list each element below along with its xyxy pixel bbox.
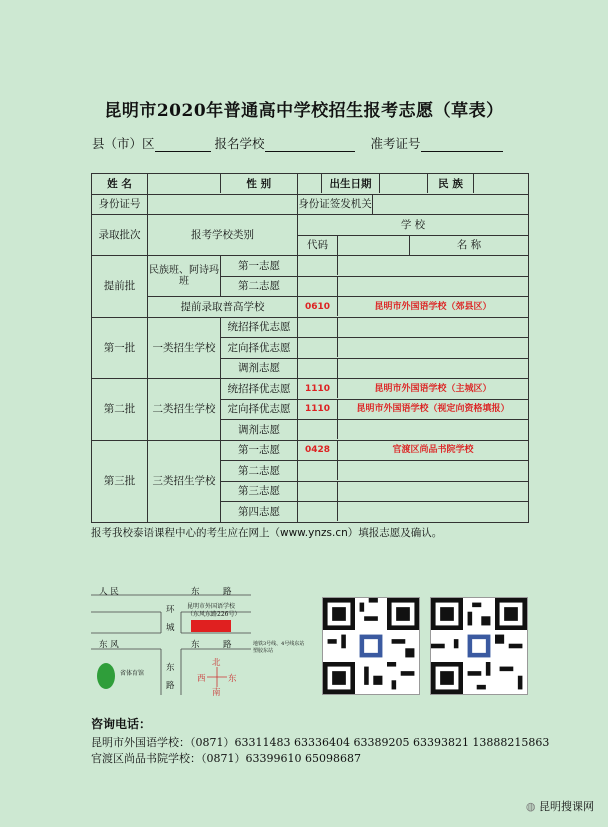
map-label-cheng: 城 xyxy=(166,623,175,633)
batch-header: 录取批次 xyxy=(92,215,148,256)
second-r2-school: 昆明市外国语学校（视定向资格填报） xyxy=(356,404,510,415)
stadium-marker xyxy=(97,663,115,689)
early-choice2-label: 第二志愿 xyxy=(221,276,298,297)
early-choice1-code[interactable] xyxy=(298,256,338,275)
ethnic-label: 民 族 xyxy=(428,174,474,193)
second-r1-code: 1110 xyxy=(298,379,338,398)
name-field[interactable] xyxy=(148,174,221,193)
qr-pattern-left xyxy=(323,598,419,694)
second-r1-school: 昆明市外国语学校（主城区） xyxy=(374,383,492,394)
gender-field[interactable] xyxy=(298,174,322,193)
first-r3-label: 调剂志愿 xyxy=(221,358,298,379)
school-label: 报名学校 xyxy=(214,136,265,151)
map-label-lu-left: 路 xyxy=(166,681,175,691)
ethnic-field[interactable] xyxy=(474,174,528,193)
third-r4-code[interactable] xyxy=(298,502,338,521)
map-label-lu-top: 路 xyxy=(223,587,232,597)
compass-north: 北 xyxy=(212,658,221,668)
map-transit-line2: 塑胶东站 xyxy=(253,648,274,654)
early-general-school: 昆明市外国语学校（郊县区） xyxy=(374,301,492,312)
second-batch-label: 第二批 xyxy=(92,379,148,441)
qr-code-right[interactable] xyxy=(430,597,528,695)
first-r3-code[interactable] xyxy=(298,359,338,378)
third-r1-school: 官渡区尚品书院学校 xyxy=(392,445,474,456)
second-r2-code: 1110 xyxy=(298,400,338,419)
watermark-text: 昆明搜课网 xyxy=(539,800,594,813)
third-r4-school[interactable] xyxy=(338,502,528,521)
second-group-label: 二类招生学校 xyxy=(148,379,221,441)
map-label-renmin: 人 民 xyxy=(99,587,119,597)
third-batch-label: 第三批 xyxy=(92,440,148,522)
school-field[interactable] xyxy=(265,139,355,152)
map-label-dongfeng: 东 风 xyxy=(99,640,119,650)
early-general-code: 0610 xyxy=(298,297,338,316)
third-r1-code: 0428 xyxy=(298,441,338,460)
online-note: 报考我校泰语课程中心的考生应在网上（www.ynzs.cn）填报志愿及确认。 xyxy=(91,527,443,539)
third-r2-label: 第二志愿 xyxy=(221,461,298,482)
first-r3-school[interactable] xyxy=(338,359,528,378)
third-r3-code[interactable] xyxy=(298,482,338,501)
qr-pattern-right xyxy=(431,598,527,694)
school-marker xyxy=(191,620,231,632)
map-school-name: 昆明市外国语学校 xyxy=(187,603,236,610)
contact-line-1: 昆明市外国语学校：（0871）63311483 63336404 63389205 63393821 13888215863 xyxy=(91,736,550,749)
category-header: 报考学校类别 xyxy=(148,215,298,256)
first-batch-label: 第一批 xyxy=(92,317,148,379)
early-choice1-school[interactable] xyxy=(338,256,528,275)
early-choice2-code[interactable] xyxy=(298,277,338,296)
third-r1-label: 第一志愿 xyxy=(221,440,298,461)
birth-field[interactable] xyxy=(380,174,428,193)
exam-no-label: 准考证号 xyxy=(370,136,421,151)
first-r1-label: 统招择优志愿 xyxy=(221,317,298,338)
school-name-header: 名 称 xyxy=(410,235,529,256)
second-r1-label: 统招择优志愿 xyxy=(221,379,298,400)
exam-no-field[interactable] xyxy=(421,139,503,152)
early-general-label: 提前录取普高学校 xyxy=(148,297,298,318)
map-label-lu-mid: 路 xyxy=(223,640,232,650)
map-label-dong-left: 东 xyxy=(166,663,175,673)
code-header: 代码 xyxy=(298,236,338,255)
second-r3-code[interactable] xyxy=(298,420,338,439)
third-r2-school[interactable] xyxy=(338,461,528,480)
map-label-stadium: 省体育馆 xyxy=(120,670,145,677)
first-r2-school[interactable] xyxy=(338,338,528,357)
second-r3-label: 调剂志愿 xyxy=(221,420,298,441)
first-r2-code[interactable] xyxy=(298,338,338,357)
first-r1-school[interactable] xyxy=(338,318,528,337)
application-form-table xyxy=(91,173,529,523)
first-r1-code[interactable] xyxy=(298,318,338,337)
third-r2-code[interactable] xyxy=(298,461,338,480)
map-label-huan: 环 xyxy=(166,605,175,615)
id-label: 身份证号 xyxy=(92,194,148,215)
qr-code-left[interactable] xyxy=(322,597,420,695)
gender-label: 性 别 xyxy=(246,177,272,190)
first-r2-label: 定向择优志愿 xyxy=(221,338,298,359)
second-r3-school[interactable] xyxy=(338,420,528,439)
third-r3-label: 第三志愿 xyxy=(221,481,298,502)
wechat-icon: ◍ xyxy=(525,800,536,813)
id-issuer-field[interactable] xyxy=(373,194,529,215)
third-group-label: 三类招生学校 xyxy=(148,440,221,522)
early-group-label: 民族班、阿诗玛班 xyxy=(148,256,221,297)
compass-east: 东 xyxy=(228,674,237,684)
id-field[interactable] xyxy=(148,195,298,214)
school-header: 学 校 xyxy=(298,215,529,236)
map-label-dong-mid: 东 xyxy=(191,640,200,650)
compass-south: 南 xyxy=(212,688,221,698)
early-choice2-school[interactable] xyxy=(338,277,528,296)
page-title: 昆明市2020年普通高中学校招生报考志愿（草表） xyxy=(104,101,504,121)
early-batch-label: 提前批 xyxy=(92,256,148,318)
map-school-address: （东风东路226号） xyxy=(187,611,241,618)
compass-west: 西 xyxy=(197,674,206,684)
map-transit-line1: 地铁3号线、4号线东站 xyxy=(253,641,305,647)
location-map xyxy=(91,583,306,698)
id-issuer-label: 身份证签发机关 xyxy=(298,198,372,211)
contact-heading: 咨询电话： xyxy=(91,717,152,731)
map-label-dong-top: 东 xyxy=(191,587,200,597)
contact-line-2: 官渡区尚品书院学校：（0871）63399610 65098687 xyxy=(91,752,361,765)
third-r4-label: 第四志愿 xyxy=(221,502,298,523)
birth-label: 出生日期 xyxy=(322,174,380,193)
early-choice1-label: 第一志愿 xyxy=(221,256,298,277)
third-r3-school[interactable] xyxy=(338,482,528,501)
second-r2-label: 定向择优志愿 xyxy=(221,399,298,420)
county-label: 县（市）区 xyxy=(92,136,155,151)
header-fields xyxy=(92,134,503,152)
watermark xyxy=(526,798,594,814)
county-field[interactable] xyxy=(155,139,211,152)
first-group-label: 一类招生学校 xyxy=(148,317,221,379)
name-label: 姓 名 xyxy=(92,174,148,195)
